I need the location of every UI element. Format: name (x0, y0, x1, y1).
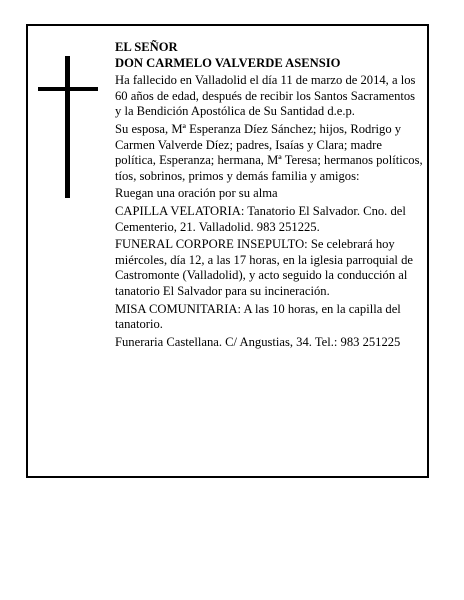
family-list: Su esposa, Mª Esperanza Díez Sánchez; hijos, Rodrigo y Carmen Valverde Díez; padres, Isaías y Clara; madre política, Esperanza; hermana, Mª Teresa; hermanos políticos, tíos, sobrinos, primos y demás familia y amigos: (115, 121, 423, 183)
death-announcement: Ha fallecido en Valladolid el día 11 de marzo de 2014, a los 60 años de edad, después de recibir los Santos Sacramentos y la Bendición Apostólica de Su Santidad d.e.p. (115, 73, 416, 119)
chapel-info: CAPILLA VELATORIA: Tanatorio El Salvador. Cno. del Cementerio, 21. Valladolid. 983 251225. (115, 203, 406, 234)
obituary-notice (26, 24, 429, 478)
cross-vertical-bar (65, 56, 70, 198)
funeral-home-info: Funeraria Castellana. C/ Angustias, 34. Tel.: 983 251225 (115, 334, 401, 349)
cross-icon (38, 56, 98, 198)
obituary-text (115, 40, 423, 352)
mass-info: MISA COMUNITARIA: A las 10 horas, en la capilla del tanatorio. (115, 301, 401, 332)
deceased-name: DON CARMELO VALVERDE ASENSIO (115, 55, 341, 70)
cross-horizontal-bar (38, 87, 98, 91)
prayer-request: Ruegan una oración por su alma (115, 186, 278, 201)
heading-title: EL SEÑOR (115, 40, 178, 54)
funeral-info: FUNERAL CORPORE INSEPULTO: Se celebrará hoy miércoles, día 12, a las 17 horas, en la iglesia parroquial de Castromonte (Valladolid), y acto seguido la conducción al tanatorio El Salvador para su incineración. (115, 237, 413, 298)
